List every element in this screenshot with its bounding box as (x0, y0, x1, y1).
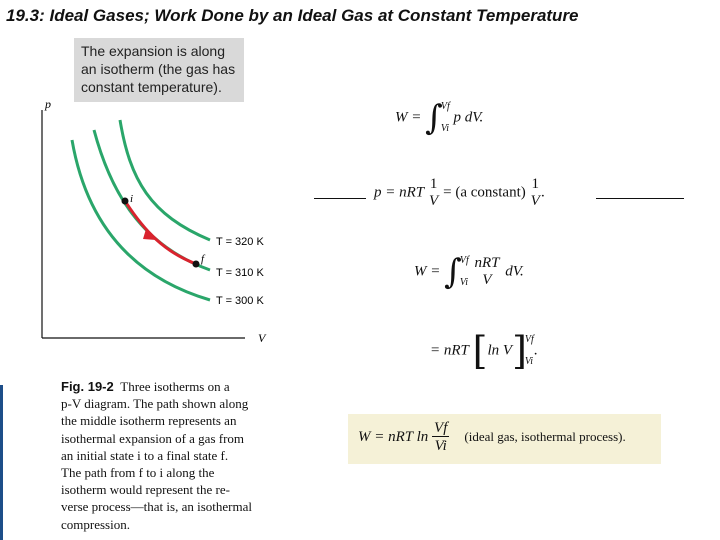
pv-diagram (30, 90, 290, 350)
p-axis-label: p (45, 97, 51, 111)
eq3-end: dV. (505, 263, 524, 280)
eq4-upper: Vf (524, 334, 534, 345)
isotherm-320 (120, 120, 210, 240)
eq4-lhs: = nRT (430, 342, 469, 359)
right-bracket: ] (512, 329, 527, 373)
eq4-end: . (533, 342, 538, 359)
caption-line: the middle isotherm represents an (61, 413, 237, 429)
callout-line: an isotherm (the gas has (81, 61, 236, 77)
eq2-lhs: p = nRT (374, 184, 425, 201)
eq3-den: V (482, 272, 492, 288)
callout-line: The expansion is along (81, 43, 225, 59)
isotherm-label-300: T = 300 K (216, 295, 264, 307)
eq3-upper: Vf (459, 255, 469, 266)
figure-caption (61, 378, 296, 533)
eq2-den2: V (530, 193, 540, 209)
point-f-marker (193, 261, 200, 268)
caption-line: compression. (61, 516, 130, 532)
callout-line: constant temperature). (81, 79, 222, 95)
eq2-mid: = (a constant) (443, 184, 526, 201)
accent-bar (0, 385, 3, 540)
eq5-num: Vf (434, 420, 448, 436)
caption-line: isotherm would represent the re- (61, 482, 230, 498)
eq4-inner: ln V (487, 342, 513, 359)
eq5-lhs: W = nRT ln (358, 428, 429, 445)
eq3-lhs: W = (414, 263, 441, 280)
eq1-integrand: p dV. (453, 109, 484, 126)
equation-5 (358, 420, 626, 455)
caption-line: Three isotherms on a (120, 379, 230, 394)
slide-title: 19.3: Ideal Gases; Work Done by an Ideal Gas at Constant Temperature (6, 6, 579, 25)
point-i-marker (122, 198, 129, 205)
caption-line: p-V diagram. The path shown along (61, 396, 249, 412)
point-i-label: i (130, 193, 134, 205)
eq5-note: (ideal gas, isothermal process). (464, 428, 626, 444)
equation-1 (395, 100, 483, 136)
eq2-num2: 1 (531, 176, 539, 192)
caption-line: isothermal expansion of a gas from (61, 430, 245, 446)
eq1-lhs: W = (395, 109, 422, 126)
caption-line: an initial state i to a final state f. (61, 447, 229, 463)
v-axis-label: V (258, 331, 266, 345)
equation-2 (374, 176, 545, 210)
eq3-lower: Vi (459, 277, 468, 288)
eq3-num: nRT (474, 255, 500, 271)
equation-3 (414, 254, 524, 290)
left-bracket: [ (472, 329, 488, 373)
eq2-den: V (429, 193, 439, 209)
rule-left (314, 198, 366, 199)
rule-right (596, 198, 684, 199)
eq2-end: . (541, 184, 545, 201)
integral-sign: ∫ (425, 98, 443, 138)
eq1-lower: Vi (440, 123, 449, 134)
equation-4 (430, 329, 538, 373)
integral-sign: ∫ (444, 252, 462, 292)
isotherm-label-320: T = 320 K (216, 236, 264, 248)
isotherm-label-310: T = 310 K (216, 267, 264, 279)
eq4-lower: Vi (524, 356, 534, 367)
isotherm-300 (72, 140, 210, 300)
figure-label: Fig. 19-2 (61, 379, 114, 394)
caption-line: The path from f to i along the (61, 465, 215, 481)
eq1-upper: Vf (440, 101, 450, 112)
eq2-num: 1 (429, 176, 438, 192)
caption-line: verse process—that is, an isothermal (61, 499, 252, 515)
eq5-den: Vi (434, 438, 447, 454)
point-f-label: f (201, 253, 205, 265)
